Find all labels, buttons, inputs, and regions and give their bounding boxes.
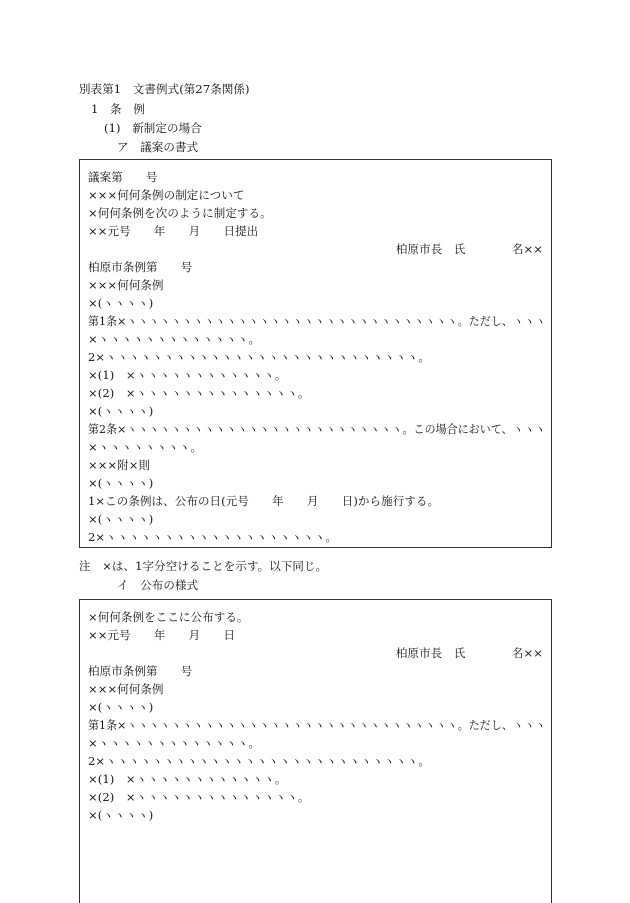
box1-line: 柏原市長 氏 名×× [395,242,543,256]
box1-line: 1×この条例は、公布の日(元号 年 月 日)から施行する。 [88,494,440,508]
box1-line: 議案第 号 [88,170,158,184]
item-heading-i: イ 公布の様式 [117,578,199,592]
box2-line: 第1条×ヽヽヽヽヽヽヽヽヽヽヽヽヽヽヽヽヽヽヽヽヽヽヽヽヽヽヽヽヽヽ。ただし、ヽヽヽ [88,718,547,732]
document-title: 別表第1 文書例式(第27条関係) [79,82,250,96]
box1-line: ×(2) ×ヽヽヽヽヽヽヽヽヽヽヽヽヽヽ。 [88,386,310,400]
box1-line: ×ヽヽヽヽヽヽヽヽヽヽヽヽヽ。 [88,332,261,346]
box2-line: 2×ヽヽヽヽヽヽヽヽヽヽヽヽヽヽヽヽヽヽヽヽヽヽヽヽヽヽヽ。 [88,754,430,768]
box1-line: ×××何何条例の制定について [88,188,245,202]
box1-line: ×何何条例を次のように制定する。 [88,206,272,220]
box2-line: ××元号 年 月 日 [88,628,236,642]
box1-line: ×(ヽヽヽヽ) [88,512,154,526]
box1-line: ×(ヽヽヽヽ) [88,404,154,418]
box1-line: ×××附×則 [88,458,151,472]
box1-line: ××元号 年 月 日提出 [88,224,259,238]
box1-line: ×(ヽヽヽヽ) [88,476,154,490]
box1-line: ×ヽヽヽヽヽヽヽヽ。 [88,440,203,454]
box1-line: ×××何何条例 [88,278,164,292]
section-heading: 1 条 例 [91,102,145,116]
box1-line: 第2条×ヽヽヽヽヽヽヽヽヽヽヽヽヽヽヽヽヽヽヽヽヽヽヽヽヽ。この場合において、ヽヽヽ [88,422,546,436]
box1-line: 柏原市条例第 号 [88,260,193,274]
box2-line: ×(ヽヽヽヽ) [88,700,154,714]
note-text: 注 ×は、1字分空けることを示す。以下同じ。 [79,559,328,573]
box2-line: ×(1) ×ヽヽヽヽヽヽヽヽヽヽヽヽ。 [88,772,287,786]
box1-line: ×(ヽヽヽヽ) [88,296,154,310]
item-heading-a: ア 議案の書式 [117,140,199,154]
box2-line: ×××何何条例 [88,682,164,696]
box2-line: 柏原市条例第 号 [88,664,193,678]
box2-line: ×ヽヽヽヽヽヽヽヽヽヽヽヽヽ。 [88,736,261,750]
box2-line: ×(2) ×ヽヽヽヽヽヽヽヽヽヽヽヽヽヽ。 [88,790,310,804]
box1-line: 第1条×ヽヽヽヽヽヽヽヽヽヽヽヽヽヽヽヽヽヽヽヽヽヽヽヽヽヽヽヽヽヽ。ただし、ヽヽヽ [88,314,547,328]
box2-line: ×(ヽヽヽヽ) [88,808,154,822]
box1-line: 2×ヽヽヽヽヽヽヽヽヽヽヽヽヽヽヽヽヽヽヽヽヽヽヽヽヽヽヽ。 [88,350,430,364]
promulgation-form-box [79,599,552,903]
box1-line: ×(1) ×ヽヽヽヽヽヽヽヽヽヽヽヽ。 [88,368,287,382]
box2-line: 柏原市長 氏 名×× [395,646,543,660]
subsection-heading: (1) 新制定の場合 [104,121,202,135]
box1-line: 2×ヽヽヽヽヽヽヽヽヽヽヽヽヽヽヽヽヽヽヽ。 [88,530,338,544]
box2-line: ×何何条例をここに公布する。 [88,610,249,624]
